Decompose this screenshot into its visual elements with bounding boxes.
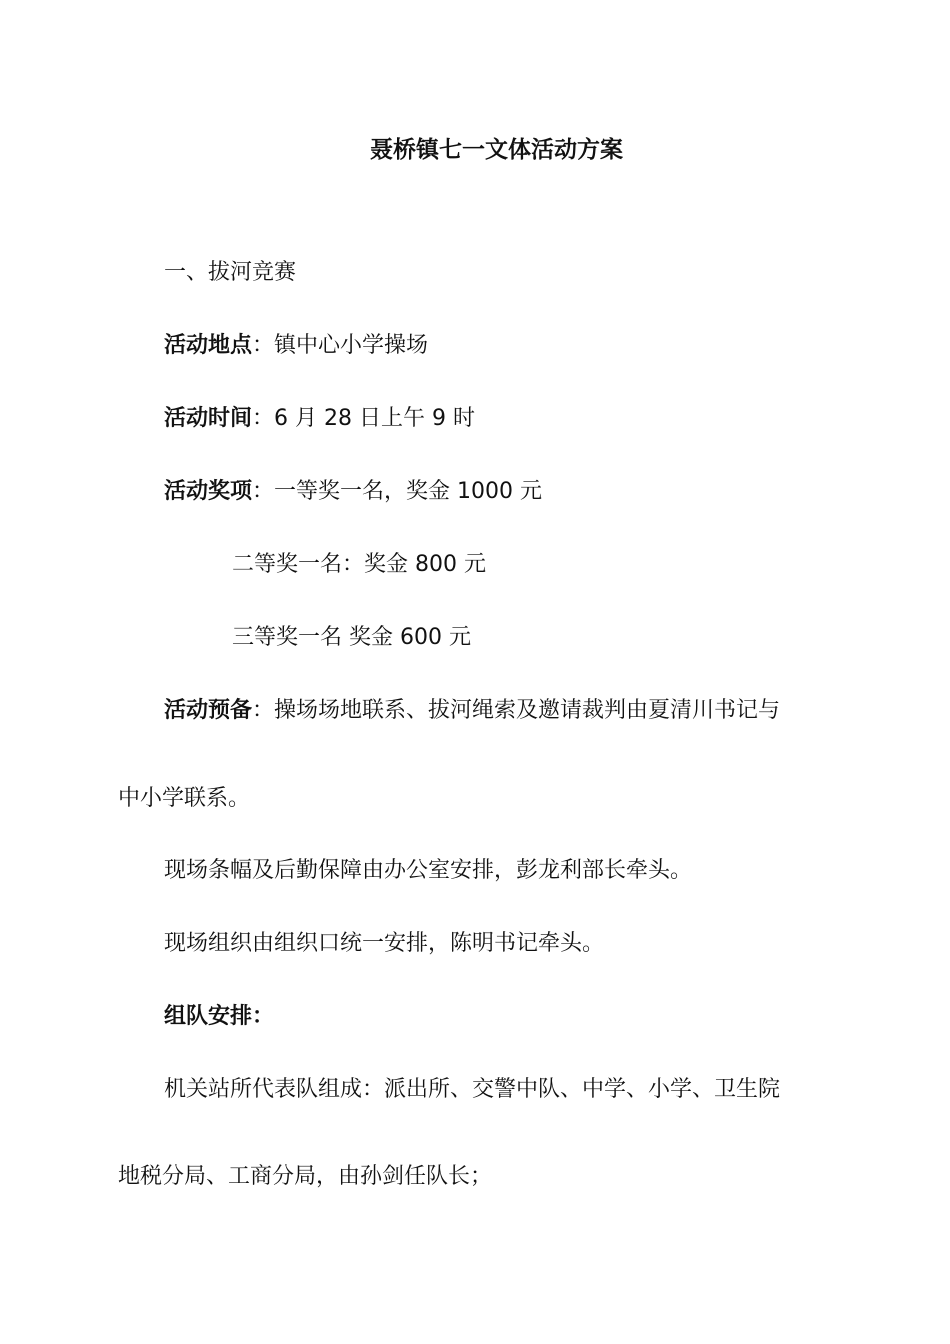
awards-separator: ： [252, 479, 275, 504]
award-third: 三等奖一名 奖金 600 元 [232, 625, 471, 650]
prep-text-line1: 操场场地联系、拔河绳索及邀请裁判由夏清川书记与 [274, 698, 781, 723]
location-value: 镇中心小学操场 [274, 333, 429, 358]
prep-text-line4: 现场组织由组织口统一安排，陈明书记牵头。 [164, 931, 605, 956]
activity-awards [164, 477, 542, 507]
team-text-line1: 机关站所代表队组成：派出所、交警中队、中学、小学、卫生院 [164, 1077, 781, 1102]
prep-text-line2: 中小学联系。 [118, 786, 251, 811]
location-label: 活动地点 [164, 333, 253, 358]
prep-label: 活动预备 [164, 698, 253, 723]
team-label: 组队安排： [164, 1004, 275, 1029]
award-second: 二等奖一名：奖金 800 元 [232, 552, 486, 577]
activity-prep [164, 696, 831, 726]
activity-time [164, 404, 475, 434]
document-title: 聂桥镇七一文体活动方案 [370, 137, 623, 163]
activity-location [164, 331, 428, 361]
section-heading: 一、拔河竞赛 [164, 260, 297, 285]
award-first: 一等奖一名，奖金 1000 元 [274, 479, 543, 504]
team-text-line2: 地税分局、工商分局，由孙剑任队长； [118, 1164, 493, 1189]
time-separator: ： [252, 406, 275, 431]
time-value: 6 月 28 日上午 9 时 [274, 406, 475, 431]
awards-label: 活动奖项 [164, 479, 253, 504]
location-separator: ： [252, 333, 275, 358]
time-label: 活动时间 [164, 406, 253, 431]
prep-text-line3: 现场条幅及后勤保障由办公室安排，彭龙利部长牵头。 [164, 858, 693, 883]
prep-separator: ： [252, 698, 275, 723]
